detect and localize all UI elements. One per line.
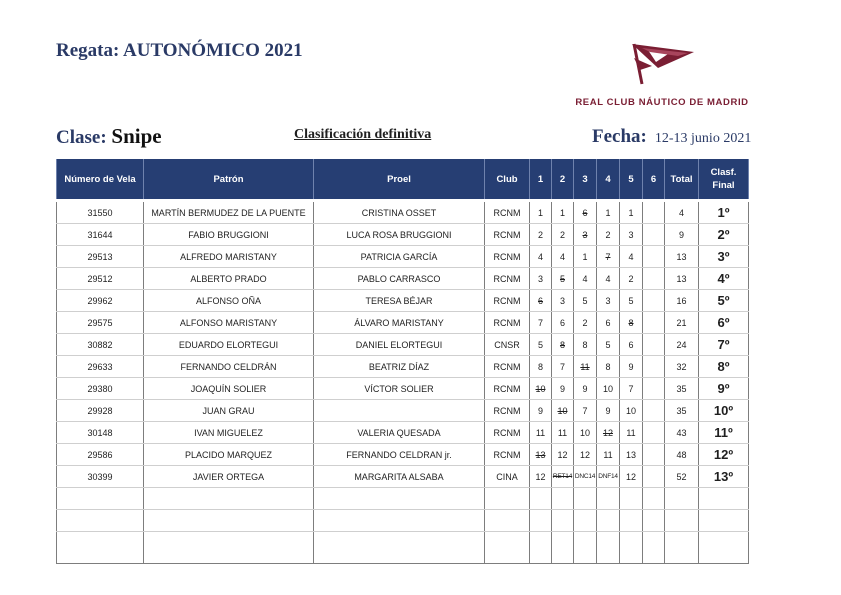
empty-cell bbox=[57, 510, 144, 532]
race-6-cell bbox=[643, 334, 665, 356]
sail-number-cell: 29928 bbox=[57, 400, 144, 422]
club-cell: RCNM bbox=[485, 422, 530, 444]
final-position-cell: 3º bbox=[699, 246, 749, 268]
race-4-cell: 9 bbox=[597, 400, 620, 422]
table-row bbox=[57, 356, 749, 378]
race-5-cell: 7 bbox=[620, 378, 643, 400]
helmsman-cell: JOAQUÍN SOLIER bbox=[144, 378, 314, 400]
column-header: 1 bbox=[530, 159, 552, 201]
club-cell: RCNM bbox=[485, 290, 530, 312]
table-row bbox=[57, 290, 749, 312]
empty-cell bbox=[314, 510, 485, 532]
race-2-cell: 12 bbox=[552, 444, 574, 466]
race-6-cell bbox=[643, 246, 665, 268]
final-position-cell: 5º bbox=[699, 290, 749, 312]
race-5-cell: 9 bbox=[620, 356, 643, 378]
crew-cell: VÍCTOR SOLIER bbox=[314, 378, 485, 400]
class-label: Clase: bbox=[56, 127, 107, 148]
column-header: Total bbox=[665, 159, 699, 201]
race-6-cell bbox=[643, 224, 665, 246]
club-cell: CINA bbox=[485, 466, 530, 488]
final-position-cell: 1º bbox=[699, 201, 749, 224]
crew-cell: PATRICIA GARCÍA bbox=[314, 246, 485, 268]
final-position-cell: 4º bbox=[699, 268, 749, 290]
table-row bbox=[57, 201, 749, 224]
race-2-cell: 4 bbox=[552, 246, 574, 268]
total-cell: 48 bbox=[665, 444, 699, 466]
race-4-cell: 6 bbox=[597, 312, 620, 334]
empty-table-row bbox=[57, 488, 749, 510]
empty-cell bbox=[485, 510, 530, 532]
club-cell: CNSR bbox=[485, 334, 530, 356]
empty-cell bbox=[620, 488, 643, 510]
final-position-cell: 7º bbox=[699, 334, 749, 356]
race-6-cell bbox=[643, 466, 665, 488]
race-2-cell: 7 bbox=[552, 356, 574, 378]
race-4-cell: 2 bbox=[597, 224, 620, 246]
race-3-cell: 2 bbox=[574, 312, 597, 334]
race-4-cell: 12 bbox=[597, 422, 620, 444]
race-3-cell: 6 bbox=[574, 201, 597, 224]
empty-cell bbox=[530, 510, 552, 532]
crew-cell: DANIEL ELORTEGUI bbox=[314, 334, 485, 356]
race-3-cell: 7 bbox=[574, 400, 597, 422]
club-cell: RCNM bbox=[485, 268, 530, 290]
crew-cell: MARGARITA ALSABA bbox=[314, 466, 485, 488]
race-2-cell: 2 bbox=[552, 224, 574, 246]
race-3-cell: 9 bbox=[574, 378, 597, 400]
race-4-cell: 11 bbox=[597, 444, 620, 466]
helmsman-cell: ALFONSO OÑA bbox=[144, 290, 314, 312]
race-4-cell: DNF14 bbox=[597, 466, 620, 488]
helmsman-cell: JAVIER ORTEGA bbox=[144, 466, 314, 488]
empty-cell bbox=[620, 532, 643, 564]
column-header: Club bbox=[485, 159, 530, 201]
total-cell: 52 bbox=[665, 466, 699, 488]
race-1-cell: 1 bbox=[530, 201, 552, 224]
empty-cell bbox=[699, 488, 749, 510]
race-5-cell: 2 bbox=[620, 268, 643, 290]
crew-cell: VALERIA QUESADA bbox=[314, 422, 485, 444]
empty-cell bbox=[144, 488, 314, 510]
sail-number-cell: 31550 bbox=[57, 201, 144, 224]
empty-cell bbox=[665, 488, 699, 510]
race-3-cell: 10 bbox=[574, 422, 597, 444]
empty-cell bbox=[144, 532, 314, 564]
race-1-cell: 13 bbox=[530, 444, 552, 466]
empty-cell bbox=[57, 488, 144, 510]
helmsman-cell: JUAN GRAU bbox=[144, 400, 314, 422]
total-cell: 35 bbox=[665, 378, 699, 400]
race-3-cell: 3 bbox=[574, 224, 597, 246]
empty-cell bbox=[57, 532, 144, 564]
empty-cell bbox=[574, 488, 597, 510]
empty-table-row bbox=[57, 532, 749, 564]
club-cell: RCNM bbox=[485, 201, 530, 224]
empty-cell bbox=[552, 488, 574, 510]
empty-cell bbox=[665, 510, 699, 532]
crew-cell: CRISTINA OSSET bbox=[314, 201, 485, 224]
column-header: 2 bbox=[552, 159, 574, 201]
table-row bbox=[57, 224, 749, 246]
sail-number-cell: 30399 bbox=[57, 466, 144, 488]
sail-number-cell: 29380 bbox=[57, 378, 144, 400]
race-3-cell: 8 bbox=[574, 334, 597, 356]
sail-number-cell: 29586 bbox=[57, 444, 144, 466]
date-heading bbox=[592, 126, 751, 148]
column-header: Patrón bbox=[144, 159, 314, 201]
club-name: REAL CLUB NÁUTICO DE MADRID bbox=[575, 97, 749, 108]
total-cell: 21 bbox=[665, 312, 699, 334]
empty-cell bbox=[530, 488, 552, 510]
race-5-cell: 6 bbox=[620, 334, 643, 356]
empty-cell bbox=[597, 532, 620, 564]
helmsman-cell: MARTÍN BERMUDEZ DE LA PUENTE bbox=[144, 201, 314, 224]
club-cell: RCNM bbox=[485, 444, 530, 466]
total-cell: 16 bbox=[665, 290, 699, 312]
race-5-cell: 11 bbox=[620, 422, 643, 444]
final-position-cell: 10º bbox=[699, 400, 749, 422]
race-4-cell: 5 bbox=[597, 334, 620, 356]
column-header: 3 bbox=[574, 159, 597, 201]
final-position-cell: 2º bbox=[699, 224, 749, 246]
final-position-cell: 9º bbox=[699, 378, 749, 400]
empty-cell bbox=[552, 510, 574, 532]
helmsman-cell: FABIO BRUGGIONI bbox=[144, 224, 314, 246]
sail-number-cell: 30882 bbox=[57, 334, 144, 356]
final-position-cell: 11º bbox=[699, 422, 749, 444]
race-2-cell: 1 bbox=[552, 201, 574, 224]
race-1-cell: 10 bbox=[530, 378, 552, 400]
club-cell: RCNM bbox=[485, 356, 530, 378]
empty-cell bbox=[643, 532, 665, 564]
helmsman-cell: ALFONSO MARISTANY bbox=[144, 312, 314, 334]
empty-cell bbox=[485, 488, 530, 510]
race-1-cell: 6 bbox=[530, 290, 552, 312]
helmsman-cell: ALFREDO MARISTANY bbox=[144, 246, 314, 268]
race-5-cell: 3 bbox=[620, 224, 643, 246]
date-label: Fecha: bbox=[592, 126, 647, 147]
race-4-cell: 7 bbox=[597, 246, 620, 268]
race-6-cell bbox=[643, 422, 665, 444]
race-6-cell bbox=[643, 268, 665, 290]
crew-cell: BEATRIZ DÍAZ bbox=[314, 356, 485, 378]
crew-cell bbox=[314, 400, 485, 422]
date-value: 12-13 junio 2021 bbox=[654, 131, 752, 146]
column-header: Número de Vela bbox=[57, 159, 144, 201]
column-header: 4 bbox=[597, 159, 620, 201]
race-1-cell: 8 bbox=[530, 356, 552, 378]
race-3-cell: 11 bbox=[574, 356, 597, 378]
table-row bbox=[57, 400, 749, 422]
race-5-cell: 1 bbox=[620, 201, 643, 224]
race-1-cell: 5 bbox=[530, 334, 552, 356]
sail-number-cell: 31644 bbox=[57, 224, 144, 246]
burgee-flag-logo-icon bbox=[628, 40, 698, 88]
race-4-cell: 1 bbox=[597, 201, 620, 224]
club-cell: RCNM bbox=[485, 224, 530, 246]
race-4-cell: 8 bbox=[597, 356, 620, 378]
race-2-cell: 8 bbox=[552, 334, 574, 356]
final-position-cell: 8º bbox=[699, 356, 749, 378]
empty-cell bbox=[574, 532, 597, 564]
total-cell: 24 bbox=[665, 334, 699, 356]
final-position-cell: 12º bbox=[699, 444, 749, 466]
race-5-cell: 10 bbox=[620, 400, 643, 422]
race-6-cell bbox=[643, 444, 665, 466]
race-2-cell: 5 bbox=[552, 268, 574, 290]
race-4-cell: 10 bbox=[597, 378, 620, 400]
sail-number-cell: 29633 bbox=[57, 356, 144, 378]
empty-cell bbox=[643, 488, 665, 510]
column-header: 5 bbox=[620, 159, 643, 201]
race-4-cell: 4 bbox=[597, 268, 620, 290]
race-6-cell bbox=[643, 312, 665, 334]
race-1-cell: 7 bbox=[530, 312, 552, 334]
race-5-cell: 13 bbox=[620, 444, 643, 466]
table-row bbox=[57, 422, 749, 444]
total-cell: 13 bbox=[665, 268, 699, 290]
results-table bbox=[56, 159, 749, 564]
race-3-cell: 4 bbox=[574, 268, 597, 290]
empty-cell bbox=[620, 510, 643, 532]
empty-cell bbox=[314, 532, 485, 564]
empty-cell bbox=[665, 532, 699, 564]
empty-table-row bbox=[57, 510, 749, 532]
helmsman-cell: IVAN MIGUELEZ bbox=[144, 422, 314, 444]
total-cell: 4 bbox=[665, 201, 699, 224]
total-cell: 32 bbox=[665, 356, 699, 378]
helmsman-cell: ALBERTO PRADO bbox=[144, 268, 314, 290]
table-row bbox=[57, 466, 749, 488]
empty-cell bbox=[643, 510, 665, 532]
empty-cell bbox=[485, 532, 530, 564]
race-5-cell: 5 bbox=[620, 290, 643, 312]
empty-cell bbox=[574, 510, 597, 532]
table-row bbox=[57, 246, 749, 268]
column-header: 6 bbox=[643, 159, 665, 201]
empty-cell bbox=[144, 510, 314, 532]
total-cell: 13 bbox=[665, 246, 699, 268]
race-3-cell: 5 bbox=[574, 290, 597, 312]
race-6-cell bbox=[643, 356, 665, 378]
table-row bbox=[57, 444, 749, 466]
regatta-title: Regata: AUTONÓMICO 2021 bbox=[56, 40, 303, 61]
total-cell: 9 bbox=[665, 224, 699, 246]
race-1-cell: 11 bbox=[530, 422, 552, 444]
crew-cell: FERNANDO CELDRAN jr. bbox=[314, 444, 485, 466]
race-2-cell: 10 bbox=[552, 400, 574, 422]
race-1-cell: 3 bbox=[530, 268, 552, 290]
race-2-cell: 3 bbox=[552, 290, 574, 312]
helmsman-cell: PLACIDO MARQUEZ bbox=[144, 444, 314, 466]
crew-cell: TERESA BÉJAR bbox=[314, 290, 485, 312]
empty-cell bbox=[699, 510, 749, 532]
club-cell: RCNM bbox=[485, 246, 530, 268]
crew-cell: LUCA ROSA BRUGGIONI bbox=[314, 224, 485, 246]
race-4-cell: 3 bbox=[597, 290, 620, 312]
column-header: Clasf. Final bbox=[699, 159, 749, 201]
race-3-cell: 1 bbox=[574, 246, 597, 268]
final-position-cell: 13º bbox=[699, 466, 749, 488]
club-cell: RCNM bbox=[485, 400, 530, 422]
classification-title: Clasificación definitiva bbox=[294, 127, 432, 142]
empty-cell bbox=[597, 488, 620, 510]
column-header: Proel bbox=[314, 159, 485, 201]
race-5-cell: 4 bbox=[620, 246, 643, 268]
helmsman-cell: EDUARDO ELORTEGUI bbox=[144, 334, 314, 356]
race-6-cell bbox=[643, 400, 665, 422]
race-3-cell: DNC14 bbox=[574, 466, 597, 488]
empty-cell bbox=[597, 510, 620, 532]
empty-cell bbox=[699, 532, 749, 564]
sail-number-cell: 30148 bbox=[57, 422, 144, 444]
sail-number-cell: 29513 bbox=[57, 246, 144, 268]
empty-cell bbox=[314, 488, 485, 510]
sail-number-cell: 29575 bbox=[57, 312, 144, 334]
race-6-cell bbox=[643, 290, 665, 312]
crew-cell: ÁLVARO MARISTANY bbox=[314, 312, 485, 334]
class-value: Snipe bbox=[111, 124, 162, 148]
race-2-cell: 9 bbox=[552, 378, 574, 400]
empty-cell bbox=[530, 532, 552, 564]
race-1-cell: 2 bbox=[530, 224, 552, 246]
race-2-cell: RET14 bbox=[552, 466, 574, 488]
race-1-cell: 12 bbox=[530, 466, 552, 488]
sail-number-cell: 29962 bbox=[57, 290, 144, 312]
race-6-cell bbox=[643, 378, 665, 400]
table-row bbox=[57, 312, 749, 334]
race-6-cell bbox=[643, 201, 665, 224]
race-2-cell: 6 bbox=[552, 312, 574, 334]
table-header-row bbox=[57, 159, 749, 201]
race-1-cell: 4 bbox=[530, 246, 552, 268]
crew-cell: PABLO CARRASCO bbox=[314, 268, 485, 290]
table-row bbox=[57, 268, 749, 290]
club-cell: RCNM bbox=[485, 378, 530, 400]
table-row bbox=[57, 334, 749, 356]
sail-number-cell: 29512 bbox=[57, 268, 144, 290]
empty-cell bbox=[552, 532, 574, 564]
total-cell: 43 bbox=[665, 422, 699, 444]
helmsman-cell: FERNANDO CELDRÁN bbox=[144, 356, 314, 378]
club-cell: RCNM bbox=[485, 312, 530, 334]
race-5-cell: 8 bbox=[620, 312, 643, 334]
race-1-cell: 9 bbox=[530, 400, 552, 422]
class-heading bbox=[56, 124, 162, 149]
table-row bbox=[57, 378, 749, 400]
final-position-cell: 6º bbox=[699, 312, 749, 334]
race-2-cell: 11 bbox=[552, 422, 574, 444]
race-5-cell: 12 bbox=[620, 466, 643, 488]
total-cell: 35 bbox=[665, 400, 699, 422]
race-3-cell: 12 bbox=[574, 444, 597, 466]
